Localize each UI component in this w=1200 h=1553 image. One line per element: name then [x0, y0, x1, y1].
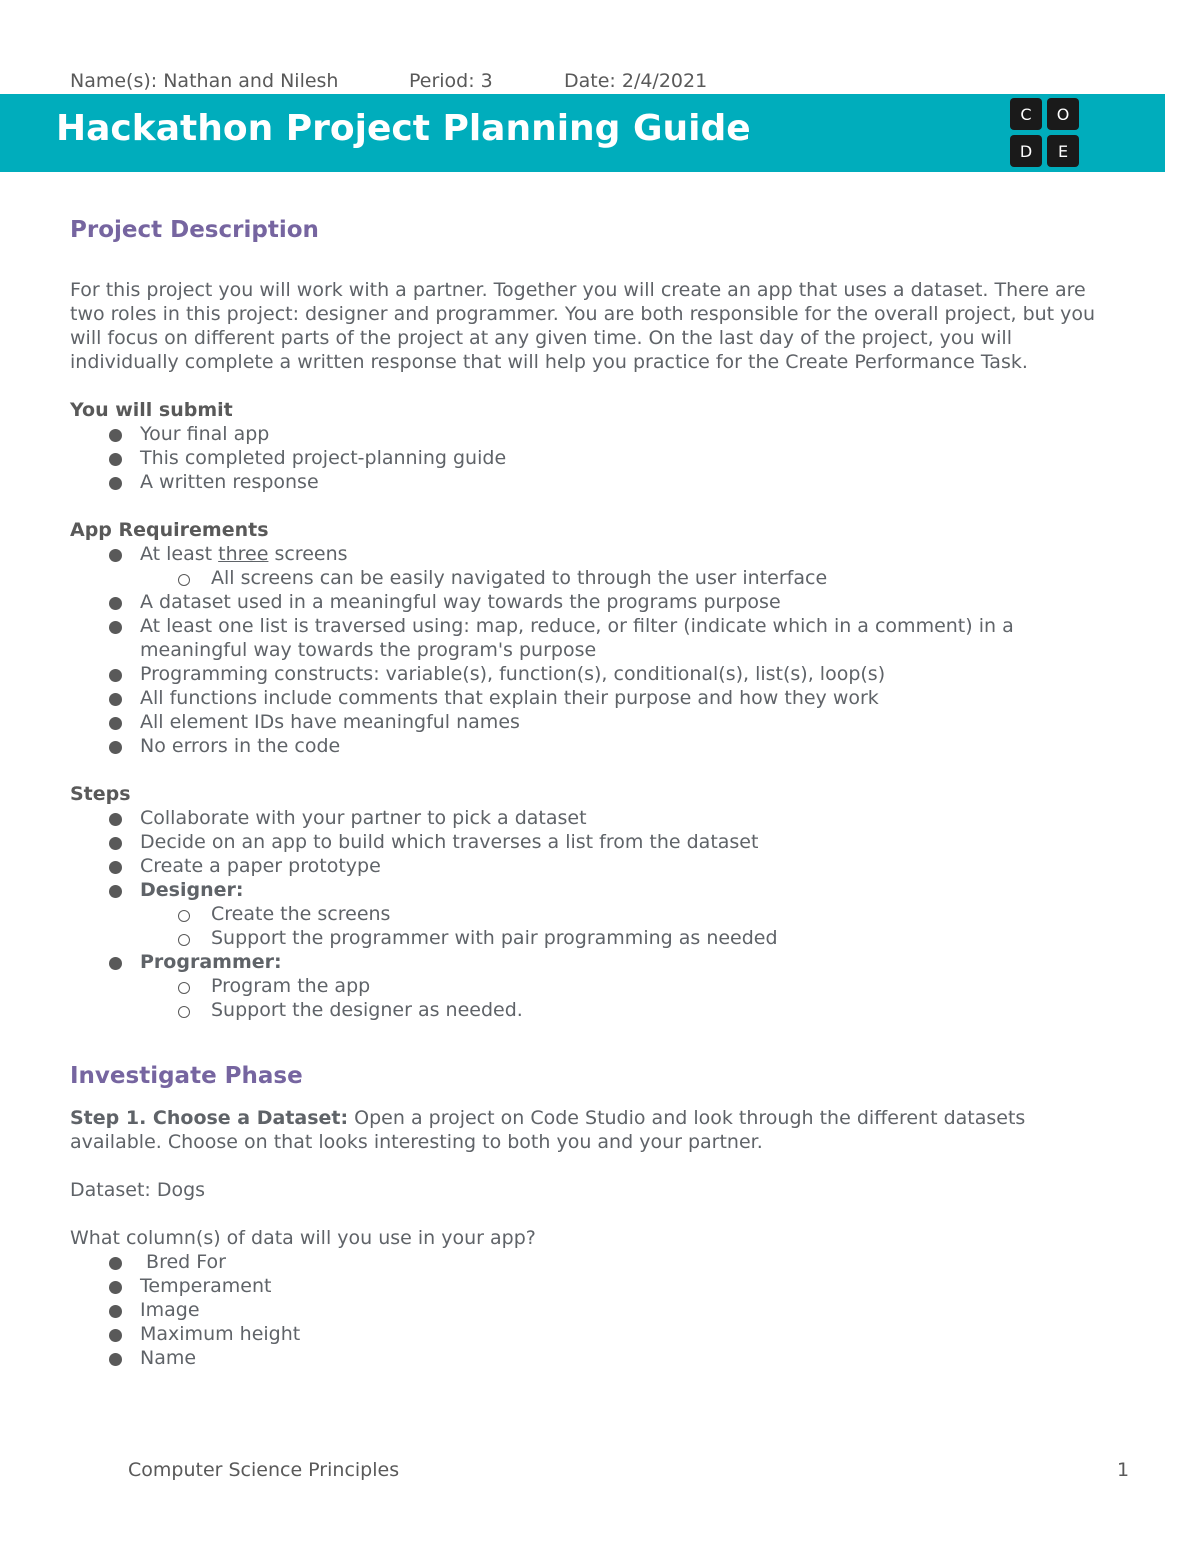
steps-list — [70, 806, 1140, 902]
list-item: No errors in the code — [70, 734, 1140, 758]
date-field: Date: 2/4/2021 — [564, 70, 708, 92]
section-heading-investigate: Investigate Phase — [70, 1063, 303, 1089]
steps-list-programmer — [70, 950, 1140, 974]
dataset-answer: Dataset: Dogs — [70, 1179, 206, 1201]
requirements-heading: App Requirements — [70, 519, 269, 541]
step1-label: Step 1. Choose a Dataset: — [70, 1107, 349, 1129]
list-item — [70, 614, 1140, 662]
text: At least one list is traversed using: map, reduce, or filter (indicate which in a comment) in a — [140, 615, 1014, 637]
text: Open a project on Code Studio and look through the different datasets — [348, 1107, 1026, 1129]
title-banner — [0, 94, 1165, 172]
list-item: Programming constructs: variable(s), function(s), conditional(s), list(s), loop(s) — [70, 662, 1140, 686]
text: meaningful way towards the program's purpose — [140, 639, 597, 661]
programmer-sublist — [70, 974, 1140, 1022]
text: screens — [268, 543, 348, 565]
submit-list — [70, 422, 1140, 494]
list-item-programmer: Programmer: — [70, 950, 1140, 974]
section-heading-project-description: Project Description — [70, 217, 319, 243]
list-subitem: All screens can be easily navigated to through the user interface — [70, 566, 1140, 590]
submit-heading: You will submit — [70, 399, 233, 421]
list-item: Your final app — [70, 422, 1140, 446]
list-item: Decide on an app to build which traverses a list from the dataset — [70, 830, 1140, 854]
description-line: individually complete a written response that will help you practice for the Create Performance Task. — [70, 351, 1028, 373]
logo-letter: C — [1010, 98, 1042, 130]
designer-sublist — [70, 902, 1140, 950]
text: At least — [140, 543, 219, 565]
columns-list — [70, 1250, 1140, 1370]
code-logo — [1010, 98, 1080, 168]
list-item: Bred For — [70, 1250, 1140, 1274]
page-title: Hackathon Project Planning Guide — [56, 108, 751, 149]
footer-course: Computer Science Principles — [128, 1459, 400, 1481]
list-subitem: Support the programmer with pair programming as needed — [70, 926, 1140, 950]
list-item: Image — [70, 1298, 1140, 1322]
columns-question: What column(s) of data will you use in your app? — [70, 1227, 536, 1249]
description-line: For this project you will work with a partner. Together you will create an app that uses a dataset. There are — [70, 279, 1086, 301]
list-item: Name — [70, 1346, 1140, 1370]
step1-paragraph — [70, 1106, 1140, 1130]
document-body — [70, 212, 1140, 1370]
page-number: 1 — [1117, 1459, 1130, 1481]
requirements-list — [70, 542, 1140, 566]
list-item — [70, 542, 1140, 566]
list-item-designer: Designer: — [70, 878, 1140, 902]
list-item: This completed project-planning guide — [70, 446, 1140, 470]
description-line: two roles in this project: designer and programmer. You are both responsible for the overall project, but you — [70, 303, 1096, 325]
list-item: Temperament — [70, 1274, 1140, 1298]
underlined-text: three — [218, 543, 269, 565]
list-subitem: Support the designer as needed. — [70, 998, 1140, 1022]
logo-letter: E — [1047, 135, 1079, 167]
list-item: All functions include comments that explain their purpose and how they work — [70, 686, 1140, 710]
list-item: Create a paper prototype — [70, 854, 1140, 878]
period-field: Period: 3 — [409, 70, 493, 92]
logo-letter: D — [1010, 135, 1042, 167]
list-subitem: Create the screens — [70, 902, 1140, 926]
requirements-sublist — [70, 566, 1140, 590]
list-item: Maximum height — [70, 1322, 1140, 1346]
list-item: Collaborate with your partner to pick a dataset — [70, 806, 1140, 830]
step1-line2: available. Choose on that looks interesting to both you and your partner. — [70, 1131, 763, 1153]
description-line: will focus on different parts of the project at any given time. On the last day of the project, you will — [70, 327, 1012, 349]
list-item: All element IDs have meaningful names — [70, 710, 1140, 734]
list-item: A dataset used in a meaningful way towards the programs purpose — [70, 590, 1140, 614]
list-subitem: Program the app — [70, 974, 1140, 998]
list-item: A written response — [70, 470, 1140, 494]
requirements-list-continued — [70, 590, 1140, 758]
logo-letter: O — [1047, 98, 1079, 130]
names-field: Name(s): Nathan and Nilesh — [70, 70, 339, 92]
steps-heading: Steps — [70, 783, 131, 805]
